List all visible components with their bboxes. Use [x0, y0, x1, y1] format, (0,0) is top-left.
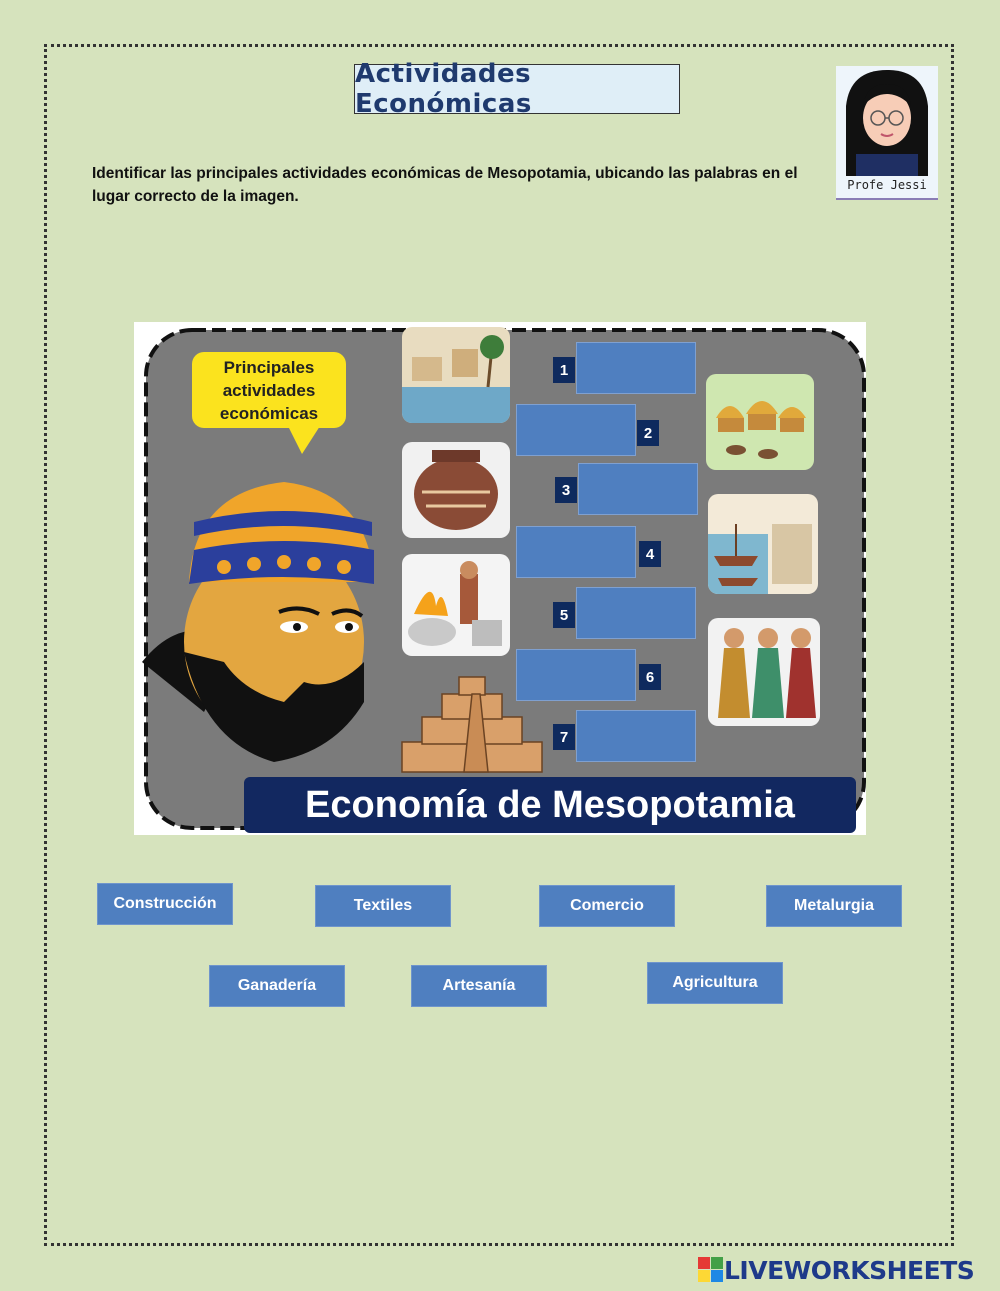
- clay-vase-icon: [402, 442, 510, 538]
- slot-2-number: 2: [637, 420, 659, 446]
- instructions-text: Identificar las principales actividades económicas de Mesopotamia, ubicando las palabras en el lugar correcto de la imagen.: [92, 165, 798, 205]
- speech-bubble-tail-icon: [284, 426, 324, 456]
- liveworksheets-icon: [698, 1257, 724, 1283]
- thumb-agriculture: [402, 327, 510, 423]
- thumb-textiles: [708, 618, 820, 726]
- slot-4-number: 4: [639, 541, 661, 567]
- word-artesania[interactable]: Artesanía: [411, 965, 547, 1007]
- scene-banner: Economía de Mesopotamia: [244, 777, 856, 833]
- avatar-caption: Profe Jessi: [847, 178, 927, 192]
- word-construccion[interactable]: Construcción: [97, 883, 233, 925]
- forge-fire-icon: [402, 554, 510, 656]
- port-ships-icon: [708, 494, 818, 594]
- slot-7-number: 7: [553, 724, 575, 750]
- drop-slot-1[interactable]: [576, 342, 696, 394]
- drop-slot-5[interactable]: [576, 587, 696, 639]
- slot-3-number: 3: [555, 477, 577, 503]
- drop-slot-2[interactable]: [516, 404, 636, 456]
- drop-slot-3[interactable]: [578, 463, 698, 515]
- robed-people-icon: [708, 618, 820, 726]
- huts-cattle-icon: [706, 374, 814, 470]
- liveworksheets-logo[interactable]: [698, 1254, 998, 1286]
- brand-name: LIVEWORKSHEETS: [724, 1255, 975, 1285]
- farm-village-icon: [402, 327, 510, 423]
- slot-5-number: 5: [553, 602, 575, 628]
- speech-bubble: Principales actividades económicas: [192, 352, 346, 428]
- thumb-trade: [708, 494, 818, 594]
- scene-image: [134, 322, 866, 835]
- worksheet-title: Actividades Económicas: [354, 64, 680, 114]
- teacher-portrait-icon: [836, 66, 938, 176]
- drop-slot-6[interactable]: [516, 649, 636, 701]
- word-textiles[interactable]: Textiles: [315, 885, 451, 927]
- slot-6-number: 6: [639, 664, 661, 690]
- word-comercio[interactable]: Comercio: [539, 885, 675, 927]
- word-ganaderia[interactable]: Ganadería: [209, 965, 345, 1007]
- word-agricultura[interactable]: Agricultura: [647, 962, 783, 1004]
- slot-1-number: 1: [553, 357, 575, 383]
- word-metalurgia[interactable]: Metalurgia: [766, 885, 902, 927]
- drop-slot-7[interactable]: [576, 710, 696, 762]
- thumb-livestock: [706, 374, 814, 470]
- thumb-pottery: [402, 442, 510, 538]
- teacher-avatar: [836, 66, 938, 200]
- thumb-metallurgy: [402, 554, 510, 656]
- drop-slot-4[interactable]: [516, 526, 636, 578]
